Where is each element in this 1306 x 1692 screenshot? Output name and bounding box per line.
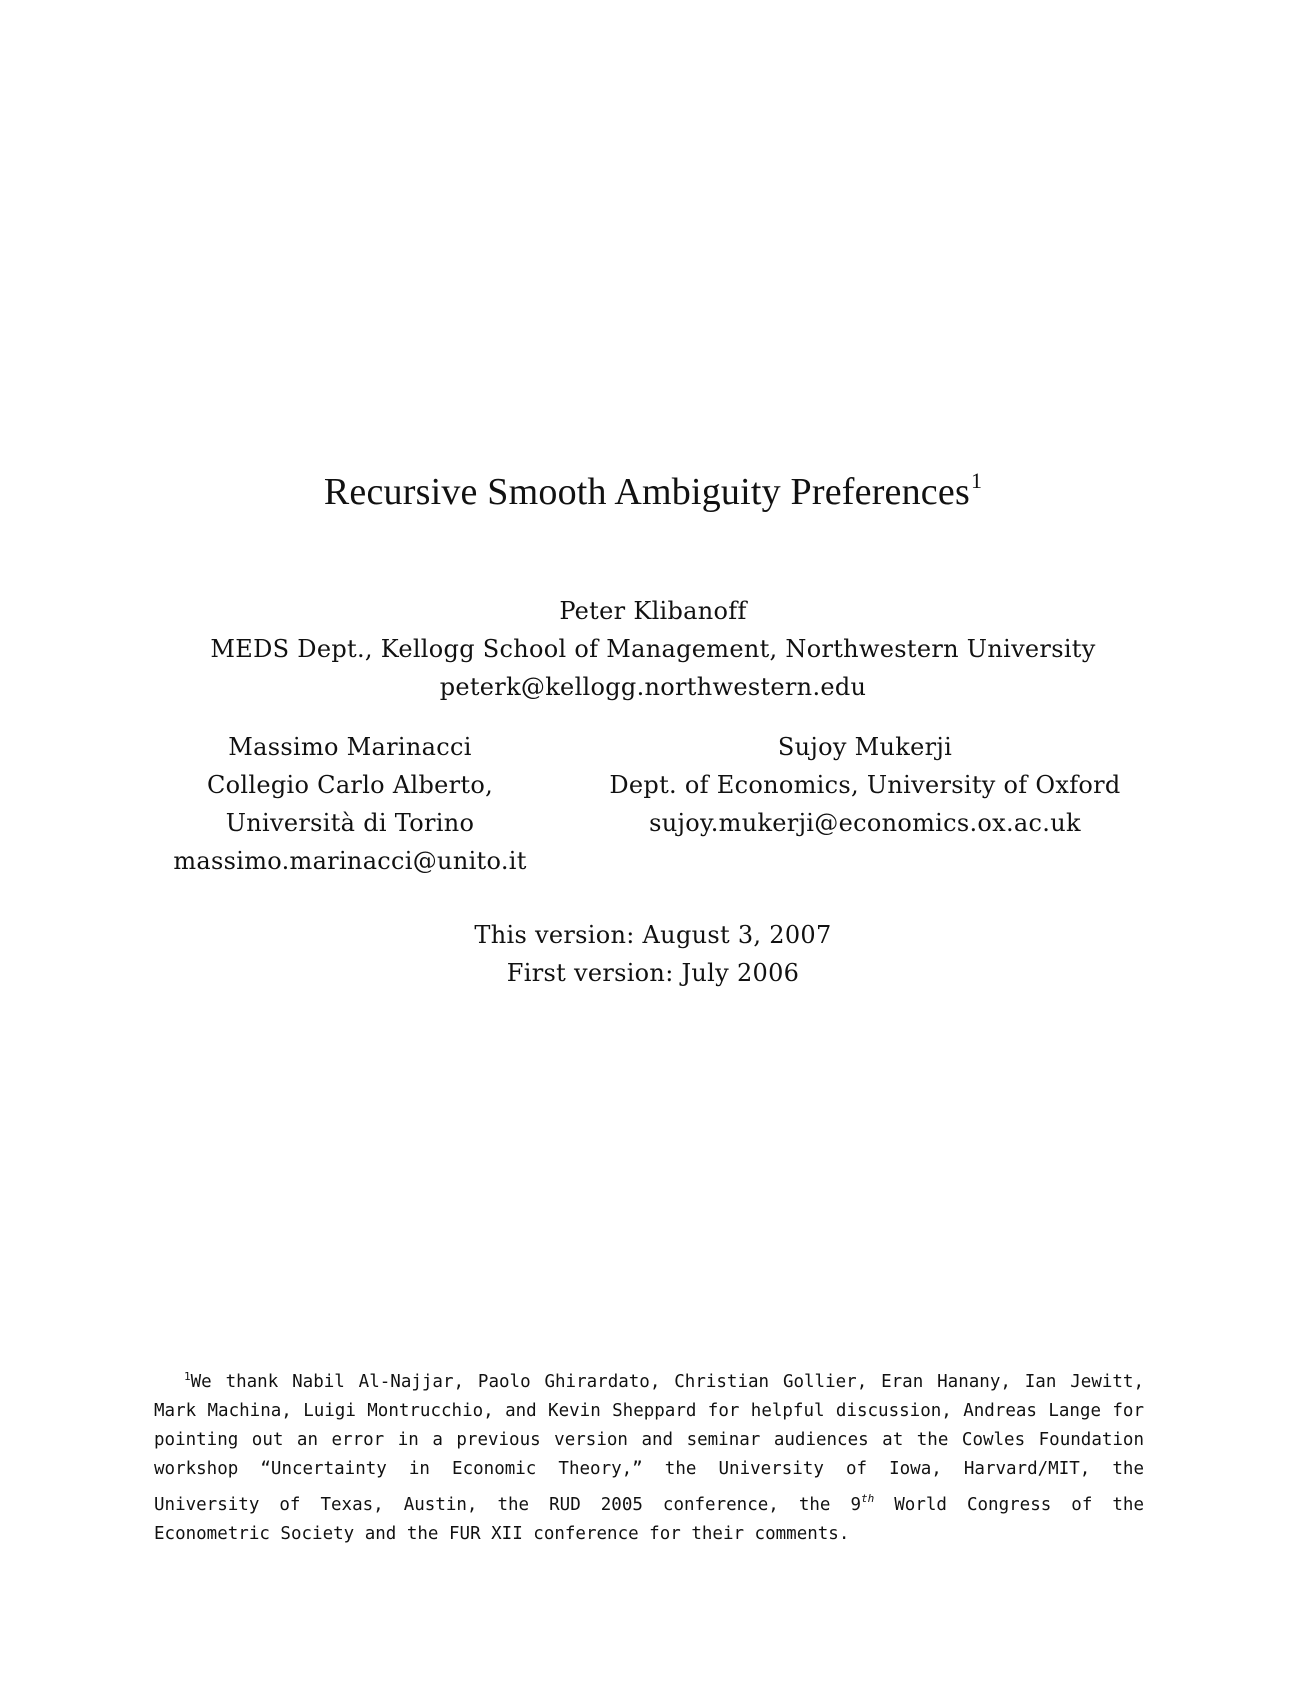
- author-affiliation: Università di Torino: [225, 809, 475, 837]
- author-email: massimo.marinacci@unito.it: [173, 847, 527, 875]
- footnote-superscript: th: [861, 1492, 875, 1505]
- title-footnote-mark: 1: [970, 468, 983, 493]
- footnote-text-after: World Congress of the Econometric Society and the FUR XII conference for their comments.: [154, 1495, 1144, 1544]
- author-block-mukerji: [585, 728, 1145, 842]
- author-name: Massimo Marinacci: [228, 733, 472, 761]
- author-block-klibanoff: [0, 592, 1306, 706]
- author-affiliation: Collegio Carlo Alberto,: [206, 771, 494, 799]
- author-affiliation: Dept. of Economics, University of Oxford: [609, 771, 1121, 799]
- acknowledgement-footnote: [154, 1362, 1144, 1549]
- author-name: Sujoy Mukerji: [777, 733, 953, 761]
- this-version-date: This version: August 3, 2007: [474, 921, 832, 949]
- first-version-date: First version: July 2006: [506, 959, 800, 987]
- author-email: peterk@kellogg.northwestern.edu: [439, 673, 867, 701]
- paper-title-text: Recursive Smooth Ambiguity Preferences: [323, 471, 970, 513]
- paper-title: [0, 468, 1306, 514]
- author-name: Peter Klibanoff: [559, 597, 747, 625]
- footnote-text-before: We thank Nabil Al-Najjar, Paolo Ghirardato, Christian Gollier, Eran Hanany, Ian Jewitt, Mark Machina, Luigi Montrucchio, and Kevin Sheppard for helpful discussion, Andreas Lange for pointing out an error in a previous version and seminar audiences at the Cowles Foundation workshop “Uncertainty in Economic Theory,” the University of Iowa, Harvard/MIT, the University of Texas, Austin, the RUD 2005 conference, the 9: [154, 1372, 1144, 1515]
- author-email: sujoy.mukerji@economics.ox.ac.uk: [649, 809, 1081, 837]
- footnote-mark: 1: [184, 1370, 191, 1383]
- author-block-marinacci: [160, 728, 540, 880]
- version-dates: [0, 916, 1306, 992]
- author-affiliation: MEDS Dept., Kellogg School of Management, Northwestern University: [210, 635, 1096, 663]
